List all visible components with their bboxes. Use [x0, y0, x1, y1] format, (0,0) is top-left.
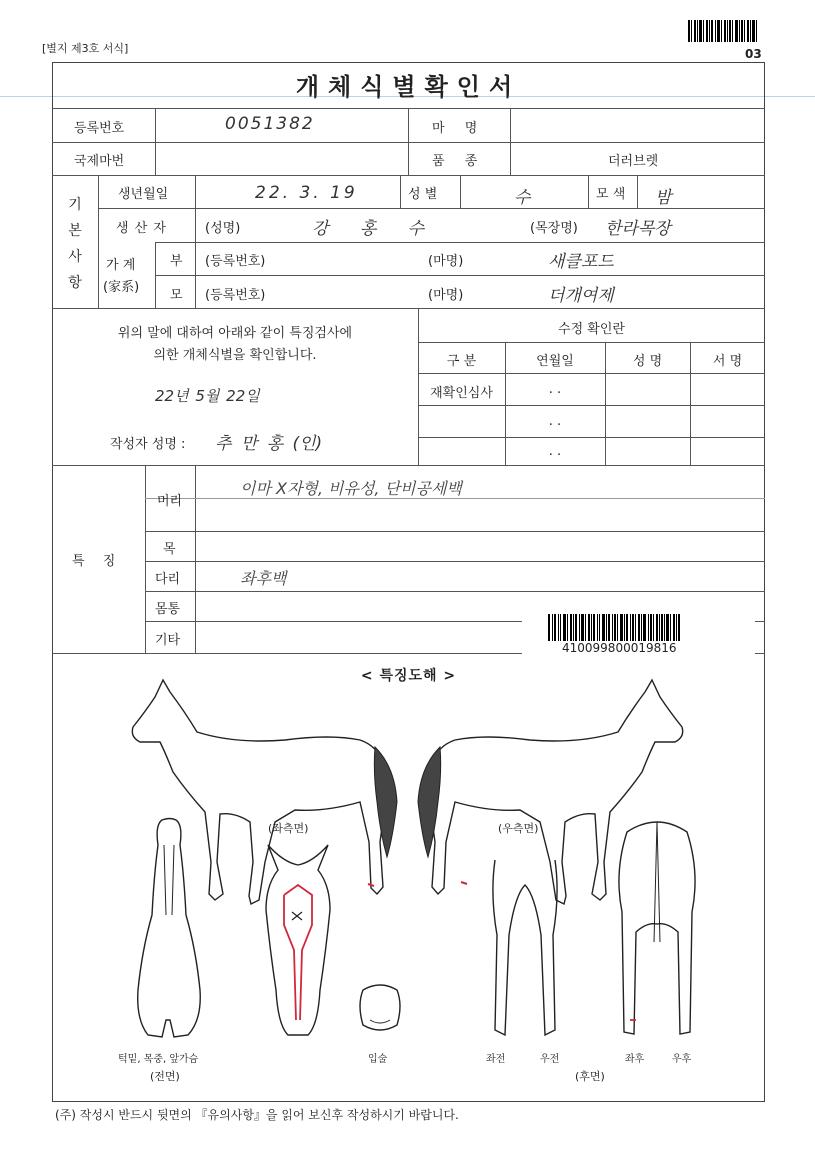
top-barcode — [688, 20, 758, 42]
front-label: (전면) — [150, 1070, 180, 1083]
sire-reg-sub: (등록번호) — [205, 254, 266, 269]
front-leg-left-caption: 좌전 — [486, 1054, 506, 1065]
front-leg-right-caption: 우전 — [540, 1054, 560, 1065]
feature-label-neck: 목 — [163, 542, 176, 557]
document-title: 개체식별확인서 — [295, 72, 522, 101]
amend-date-3[interactable]: . . — [548, 444, 562, 459]
feature-label-body: 몸통 — [155, 602, 181, 617]
head-front-diagram — [258, 840, 338, 1040]
dam-horse-sub: (마명) — [428, 288, 464, 303]
statement-line2: 의한 개체식별을 확인합니다. — [153, 348, 317, 363]
amend-date-1[interactable]: . . — [548, 382, 562, 397]
breeder-name[interactable]: 강 홍 수 — [312, 219, 425, 239]
lips-diagram — [355, 980, 405, 1040]
statement-line1: 위의 말에 대하여 아래와 같이 특징검사에 — [117, 326, 353, 341]
features-section-label: 특 징 — [72, 554, 116, 569]
amend-date-2[interactable]: . . — [548, 414, 562, 429]
reg-no-label: 등록번호 — [74, 121, 125, 136]
amend-title: 수정 확인란 — [558, 322, 625, 337]
rear-leg-right-caption: 우후 — [672, 1054, 692, 1065]
diagram-title: < 특징도해 > — [360, 668, 457, 684]
sex-value[interactable]: 수 — [514, 188, 531, 208]
right-side-label: (우측면) — [498, 822, 539, 835]
footer-note: (주) 작성시 반드시 뒷면의 『유의사항』을 읽어 보신후 작성하시기 바랍니다. — [55, 1108, 459, 1122]
rear-leg-left-caption: 좌후 — [625, 1054, 645, 1065]
birth-label: 생년월일 — [118, 187, 169, 202]
barcode-number: 410099800019816 — [562, 641, 677, 655]
feature-value-leg[interactable]: 좌후백 — [240, 569, 287, 588]
left-side-label: (좌측면) — [268, 822, 309, 835]
amend-header-type: 구 분 — [446, 354, 477, 369]
breeder-name-sub: (성명) — [205, 221, 241, 236]
family-hanja: (家系) — [103, 280, 140, 295]
breeder-label: 생 산 자 — [116, 221, 166, 236]
feature-label-leg: 다리 — [155, 572, 181, 587]
color-value[interactable]: 밤 — [655, 188, 672, 208]
dam-reg-sub: (등록번호) — [205, 288, 266, 303]
front-legs-diagram — [485, 855, 565, 1045]
rear-label: (후면) — [575, 1070, 605, 1083]
author-label: 작성자 성명 : — [110, 437, 186, 452]
feature-label-other: 기타 — [155, 633, 181, 648]
horse-name-label: 마 명 — [432, 121, 478, 136]
form-reference: [별지 제3호 서식] — [42, 42, 129, 55]
family-label: 가 계 — [106, 258, 136, 273]
sire-label: 부 — [170, 254, 183, 269]
farm-name-sub: (목장명) — [530, 221, 578, 236]
neck-front-diagram — [130, 815, 210, 1045]
recheck-label: 재확인심사 — [430, 386, 493, 401]
sire-horse-sub: (마명) — [428, 254, 464, 269]
breed-value[interactable]: 더러브렛 — [608, 154, 659, 169]
farm-name[interactable]: 한라목장 — [605, 219, 671, 239]
amend-header-sign: 서 명 — [712, 354, 743, 369]
feature-value-head[interactable]: 이마 X자형, 비유성, 단비공세백 — [240, 479, 462, 498]
color-label: 모 색 — [596, 187, 626, 202]
dam-name[interactable]: 더개여제 — [548, 286, 614, 306]
reg-no-value[interactable]: 0051382 — [225, 114, 315, 134]
rear-view-diagram — [612, 812, 702, 1042]
lips-caption: 입술 — [368, 1054, 388, 1065]
intl-no-label: 국제마번 — [74, 154, 125, 169]
birth-value[interactable]: 22. 3. 19 — [255, 183, 358, 203]
dam-label: 모 — [170, 288, 183, 303]
page-number: 03 — [745, 47, 762, 61]
front-caption: 턱밑, 목중, 앞가슴 — [118, 1054, 199, 1065]
sex-label: 성 별 — [408, 187, 438, 202]
issue-date[interactable]: 22년 5월 22일 — [155, 387, 260, 405]
breed-label: 품 종 — [432, 154, 478, 169]
basic-section-label: 기본사항 — [68, 197, 82, 291]
amend-header-date: 연월일 — [536, 354, 574, 369]
author-value[interactable]: 추 만 홍 (인) — [215, 434, 323, 454]
feature-barcode — [548, 614, 681, 641]
sire-name[interactable]: 새클포드 — [548, 252, 614, 272]
feature-label-head: 머리 — [157, 494, 183, 509]
amend-header-name: 성 명 — [632, 354, 663, 369]
